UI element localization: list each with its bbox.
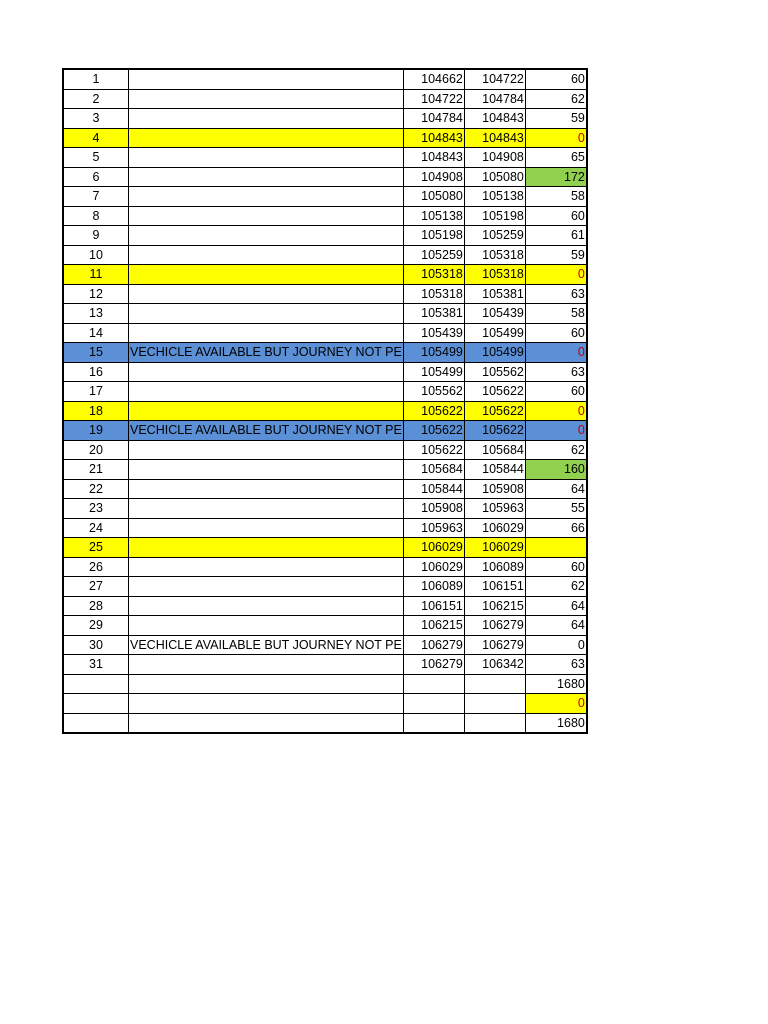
end-reading-cell[interactable]: 105080 — [464, 167, 525, 187]
remark-cell[interactable] — [129, 89, 404, 109]
distance-cell[interactable]: 62 — [525, 89, 587, 109]
distance-cell[interactable]: 0 — [525, 343, 587, 363]
start-reading-cell[interactable]: 106029 — [403, 557, 464, 577]
table-row — [63, 265, 587, 285]
start-reading-cell[interactable]: 104784 — [403, 109, 464, 129]
row-number-cell[interactable]: 31 — [63, 655, 129, 675]
end-reading-cell[interactable]: 106151 — [464, 577, 525, 597]
row-number-cell[interactable]: 7 — [63, 187, 129, 207]
table-row — [63, 635, 587, 655]
end-reading-cell[interactable]: 105318 — [464, 265, 525, 285]
start-reading-cell[interactable] — [403, 713, 464, 733]
table-row — [63, 89, 587, 109]
end-reading-cell[interactable]: 104908 — [464, 148, 525, 168]
end-reading-cell[interactable]: 105499 — [464, 323, 525, 343]
start-reading-cell[interactable]: 106029 — [403, 538, 464, 558]
end-reading-cell[interactable]: 104843 — [464, 128, 525, 148]
table-row — [63, 187, 587, 207]
end-reading-cell[interactable]: 105198 — [464, 206, 525, 226]
remark-cell[interactable] — [129, 674, 404, 694]
distance-cell[interactable]: 59 — [525, 109, 587, 129]
remark-cell[interactable] — [129, 187, 404, 207]
start-reading-cell[interactable]: 105562 — [403, 382, 464, 402]
row-number-cell[interactable]: 26 — [63, 557, 129, 577]
row-number-cell[interactable]: 10 — [63, 245, 129, 265]
start-reading-cell[interactable]: 105318 — [403, 284, 464, 304]
end-reading-cell[interactable]: 105499 — [464, 343, 525, 363]
distance-cell[interactable]: 62 — [525, 577, 587, 597]
distance-cell[interactable]: 63 — [525, 655, 587, 675]
remark-cell[interactable]: VECHICLE AVAILABLE BUT JOURNEY NOT PE — [129, 635, 404, 655]
distance-cell[interactable]: 61 — [525, 226, 587, 246]
row-number-cell[interactable]: 27 — [63, 577, 129, 597]
distance-cell[interactable]: 0 — [525, 128, 587, 148]
remark-cell[interactable] — [129, 557, 404, 577]
start-reading-cell[interactable]: 104843 — [403, 128, 464, 148]
row-number-cell[interactable]: 25 — [63, 538, 129, 558]
row-number-cell[interactable]: 11 — [63, 265, 129, 285]
distance-cell[interactable]: 172 — [525, 167, 587, 187]
distance-cell[interactable]: 58 — [525, 187, 587, 207]
row-number-cell[interactable]: 1 — [63, 69, 129, 89]
table-row — [63, 323, 587, 343]
end-reading-cell[interactable]: 105439 — [464, 304, 525, 324]
row-number-cell[interactable]: 20 — [63, 440, 129, 460]
table-row — [63, 304, 587, 324]
table-row — [63, 479, 587, 499]
table-row — [63, 694, 587, 714]
distance-cell[interactable] — [525, 538, 587, 558]
end-reading-cell[interactable]: 104722 — [464, 69, 525, 89]
row-number-cell[interactable]: 15 — [63, 343, 129, 363]
remark-cell[interactable] — [129, 167, 404, 187]
table-row — [63, 362, 587, 382]
end-reading-cell[interactable]: 104843 — [464, 109, 525, 129]
row-number-cell[interactable]: 23 — [63, 499, 129, 519]
distance-cell[interactable]: 60 — [525, 69, 587, 89]
row-number-cell[interactable]: 16 — [63, 362, 129, 382]
row-number-cell[interactable]: 2 — [63, 89, 129, 109]
remark-cell[interactable]: VECHICLE AVAILABLE BUT JOURNEY NOT PE — [129, 421, 404, 441]
end-reading-cell[interactable]: 105908 — [464, 479, 525, 499]
table-row — [63, 655, 587, 675]
table-row — [63, 499, 587, 519]
distance-cell[interactable]: 65 — [525, 148, 587, 168]
remark-cell[interactable] — [129, 69, 404, 89]
remark-cell[interactable] — [129, 616, 404, 636]
distance-cell[interactable]: 0 — [525, 265, 587, 285]
end-reading-cell[interactable]: 105259 — [464, 226, 525, 246]
table-row — [63, 518, 587, 538]
remark-cell[interactable] — [129, 323, 404, 343]
distance-cell[interactable]: 58 — [525, 304, 587, 324]
end-reading-cell[interactable]: 105138 — [464, 187, 525, 207]
start-reading-cell[interactable]: 105622 — [403, 421, 464, 441]
table-row — [63, 596, 587, 616]
start-reading-cell[interactable]: 105381 — [403, 304, 464, 324]
distance-cell[interactable]: 63 — [525, 362, 587, 382]
end-reading-cell[interactable] — [464, 674, 525, 694]
distance-cell[interactable]: 0 — [525, 694, 587, 714]
remark-cell[interactable] — [129, 382, 404, 402]
row-number-cell[interactable]: 18 — [63, 401, 129, 421]
table-row — [63, 206, 587, 226]
distance-cell[interactable]: 60 — [525, 323, 587, 343]
end-reading-cell[interactable] — [464, 694, 525, 714]
start-reading-cell[interactable]: 105963 — [403, 518, 464, 538]
row-number-cell[interactable] — [63, 694, 129, 714]
end-reading-cell[interactable]: 105844 — [464, 460, 525, 480]
distance-cell[interactable]: 64 — [525, 596, 587, 616]
distance-cell[interactable]: 62 — [525, 440, 587, 460]
end-reading-cell[interactable]: 105381 — [464, 284, 525, 304]
row-number-cell[interactable]: 21 — [63, 460, 129, 480]
remark-cell[interactable]: VECHICLE AVAILABLE BUT JOURNEY NOT PE — [129, 343, 404, 363]
start-reading-cell[interactable]: 104843 — [403, 148, 464, 168]
end-reading-cell[interactable]: 106029 — [464, 518, 525, 538]
row-number-cell[interactable]: 19 — [63, 421, 129, 441]
table-row — [63, 343, 587, 363]
row-number-cell[interactable]: 14 — [63, 323, 129, 343]
start-reading-cell[interactable]: 106151 — [403, 596, 464, 616]
start-reading-cell[interactable]: 105499 — [403, 362, 464, 382]
table-row — [63, 69, 587, 89]
start-reading-cell[interactable]: 105138 — [403, 206, 464, 226]
remark-cell[interactable] — [129, 499, 404, 519]
table-row — [63, 674, 587, 694]
row-number-cell[interactable]: 24 — [63, 518, 129, 538]
table-row — [63, 284, 587, 304]
end-reading-cell[interactable]: 106342 — [464, 655, 525, 675]
remark-cell[interactable] — [129, 109, 404, 129]
remark-cell[interactable] — [129, 538, 404, 558]
row-number-cell[interactable]: 22 — [63, 479, 129, 499]
distance-cell[interactable]: 64 — [525, 479, 587, 499]
table-row — [63, 460, 587, 480]
start-reading-cell[interactable] — [403, 694, 464, 714]
end-reading-cell[interactable]: 106279 — [464, 616, 525, 636]
distance-cell[interactable]: 60 — [525, 206, 587, 226]
remark-cell[interactable] — [129, 206, 404, 226]
remark-cell[interactable] — [129, 694, 404, 714]
end-reading-cell[interactable]: 106215 — [464, 596, 525, 616]
distance-cell[interactable]: 60 — [525, 382, 587, 402]
table-row — [63, 226, 587, 246]
row-number-cell[interactable]: 9 — [63, 226, 129, 246]
end-reading-cell[interactable]: 105318 — [464, 245, 525, 265]
row-number-cell[interactable]: 28 — [63, 596, 129, 616]
end-reading-cell[interactable]: 105963 — [464, 499, 525, 519]
start-reading-cell[interactable]: 105080 — [403, 187, 464, 207]
table-row — [63, 109, 587, 129]
remark-cell[interactable] — [129, 362, 404, 382]
row-number-cell[interactable]: 17 — [63, 382, 129, 402]
end-reading-cell[interactable]: 106029 — [464, 538, 525, 558]
table-row — [63, 557, 587, 577]
remark-cell[interactable] — [129, 401, 404, 421]
row-number-cell[interactable]: 13 — [63, 304, 129, 324]
table-row — [63, 401, 587, 421]
start-reading-cell[interactable]: 106215 — [403, 616, 464, 636]
row-number-cell[interactable]: 30 — [63, 635, 129, 655]
table-row — [63, 382, 587, 402]
distance-cell[interactable]: 59 — [525, 245, 587, 265]
remark-cell[interactable] — [129, 265, 404, 285]
row-number-cell[interactable]: 3 — [63, 109, 129, 129]
remark-cell[interactable] — [129, 655, 404, 675]
remark-cell[interactable] — [129, 128, 404, 148]
end-reading-cell[interactable]: 104784 — [464, 89, 525, 109]
remark-cell[interactable] — [129, 460, 404, 480]
start-reading-cell[interactable]: 105198 — [403, 226, 464, 246]
distance-cell[interactable]: 64 — [525, 616, 587, 636]
start-reading-cell[interactable]: 105844 — [403, 479, 464, 499]
row-number-cell[interactable] — [63, 713, 129, 733]
row-number-cell[interactable]: 4 — [63, 128, 129, 148]
start-reading-cell[interactable]: 105439 — [403, 323, 464, 343]
table-row — [63, 616, 587, 636]
start-reading-cell[interactable]: 105259 — [403, 245, 464, 265]
mileage-table — [62, 68, 588, 734]
end-reading-cell[interactable]: 105622 — [464, 382, 525, 402]
end-reading-cell[interactable]: 106089 — [464, 557, 525, 577]
end-reading-cell[interactable]: 105562 — [464, 362, 525, 382]
distance-cell[interactable]: 160 — [525, 460, 587, 480]
remark-cell[interactable] — [129, 148, 404, 168]
distance-cell[interactable]: 0 — [525, 421, 587, 441]
table-row — [63, 713, 587, 733]
remark-cell[interactable] — [129, 440, 404, 460]
start-reading-cell[interactable]: 104908 — [403, 167, 464, 187]
remark-cell[interactable] — [129, 245, 404, 265]
row-number-cell[interactable] — [63, 674, 129, 694]
remark-cell[interactable] — [129, 518, 404, 538]
end-reading-cell[interactable]: 105622 — [464, 401, 525, 421]
table-row — [63, 440, 587, 460]
remark-cell[interactable] — [129, 577, 404, 597]
start-reading-cell[interactable]: 105908 — [403, 499, 464, 519]
end-reading-cell[interactable]: 106279 — [464, 635, 525, 655]
remark-cell[interactable] — [129, 284, 404, 304]
table-row — [63, 577, 587, 597]
table-row — [63, 245, 587, 265]
start-reading-cell[interactable]: 106089 — [403, 577, 464, 597]
start-reading-cell[interactable] — [403, 674, 464, 694]
distance-cell[interactable]: 55 — [525, 499, 587, 519]
distance-cell[interactable]: 60 — [525, 557, 587, 577]
distance-cell[interactable]: 63 — [525, 284, 587, 304]
distance-cell[interactable]: 1680 — [525, 713, 587, 733]
row-number-cell[interactable]: 5 — [63, 148, 129, 168]
start-reading-cell[interactable]: 105684 — [403, 460, 464, 480]
remark-cell[interactable] — [129, 479, 404, 499]
end-reading-cell[interactable] — [464, 713, 525, 733]
start-reading-cell[interactable]: 106279 — [403, 635, 464, 655]
mileage-table-body — [63, 69, 587, 733]
start-reading-cell[interactable]: 106279 — [403, 655, 464, 675]
start-reading-cell[interactable]: 105499 — [403, 343, 464, 363]
end-reading-cell[interactable]: 105684 — [464, 440, 525, 460]
table-row — [63, 167, 587, 187]
table-row — [63, 128, 587, 148]
remark-cell[interactable] — [129, 226, 404, 246]
table-row — [63, 421, 587, 441]
end-reading-cell[interactable]: 105622 — [464, 421, 525, 441]
start-reading-cell[interactable]: 104722 — [403, 89, 464, 109]
remark-cell[interactable] — [129, 304, 404, 324]
start-reading-cell[interactable]: 104662 — [403, 69, 464, 89]
row-number-cell[interactable]: 6 — [63, 167, 129, 187]
remark-cell[interactable] — [129, 713, 404, 733]
table-row — [63, 538, 587, 558]
row-number-cell[interactable]: 29 — [63, 616, 129, 636]
start-reading-cell[interactable]: 105318 — [403, 265, 464, 285]
distance-cell[interactable]: 66 — [525, 518, 587, 538]
row-number-cell[interactable]: 8 — [63, 206, 129, 226]
distance-cell[interactable]: 0 — [525, 401, 587, 421]
distance-cell[interactable]: 0 — [525, 635, 587, 655]
distance-cell[interactable]: 1680 — [525, 674, 587, 694]
start-reading-cell[interactable]: 105622 — [403, 440, 464, 460]
remark-cell[interactable] — [129, 596, 404, 616]
row-number-cell[interactable]: 12 — [63, 284, 129, 304]
start-reading-cell[interactable]: 105622 — [403, 401, 464, 421]
table-row — [63, 148, 587, 168]
